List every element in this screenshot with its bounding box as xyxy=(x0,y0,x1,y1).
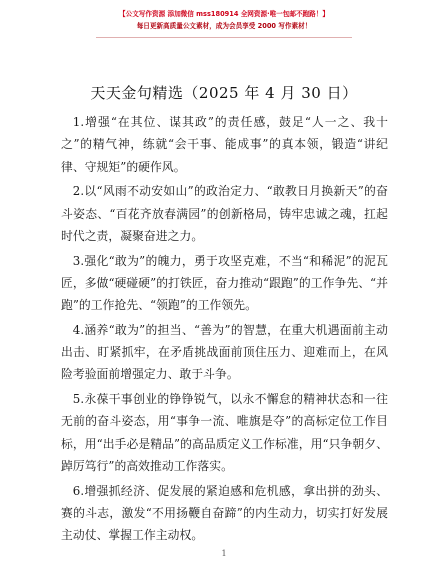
quote-paragraph-2: 2.以“风雨不动安如山”的政治定力、“敢教日月换新天”的奋斗姿态、“百花齐放春满园”的创新格局，铸牢忠诚之魂，扛起时代之责，凝聚奋进之力。 xyxy=(61,184,388,243)
quote-paragraph-3: 3.强化“敢为”的魄力，勇于攻坚克难，不当“和稀泥”的泥瓦匠，多做“硬碰硬”的打铁匠，奋力推动“跟跑”的工作争先、“并跑”的工作抢先、“领跑”的工作领先。 xyxy=(61,253,388,313)
quote-paragraph-6: 6.增强抓经济、促发展的紧迫感和危机感，拿出拼的劲头、赛的斗志，激发“不用扬鞭自奋蹄”的内生动力，切实打好发展主动仗、掌握工作主动权。 xyxy=(61,483,388,543)
quote-paragraph-5: 5.永葆干事创业的铮铮锐气，以永不懈怠的精神状态和一往无前的奋斗姿态，用“事争一流、唯旗是夺”的高标定位工作目标，用“出手必是精品”的高品质定义工作标准，用“只争朝夕、踔厉笃行”的高效推动工作落实。 xyxy=(61,392,388,474)
banner-divider xyxy=(96,37,352,38)
document-body xyxy=(61,111,388,549)
document-title: 天天金句精选（2025 年 4 月 30 日） xyxy=(90,84,358,102)
quote-paragraph-1: 1.增强“在其位、谋其政”的责任感，鼓足“人一之、我十之”的精气神，练就“会干事、能成事”的真本领，锻造“讲纪律、守规矩”的硬作风。 xyxy=(61,115,388,174)
quote-paragraph-4: 4.涵养“敢为”的担当、“善为”的智慧，在重大机遇面前主动出击、盯紧抓牢，在矛盾挑战面前顶住压力、迎难而上，在风险考验面前增强定力、敢于斗争。 xyxy=(61,322,388,382)
page-number: 1 xyxy=(221,549,227,558)
promo-banner xyxy=(96,8,352,32)
promo-banner-line-2: 每日更新高质量公文素材，成为会员享受 2000 写作素材！ xyxy=(136,22,312,30)
promo-banner-line-1: 【公文写作资源 添加微信 mss180914 全网资源·唯一包邮不跑路！】 xyxy=(119,10,329,18)
